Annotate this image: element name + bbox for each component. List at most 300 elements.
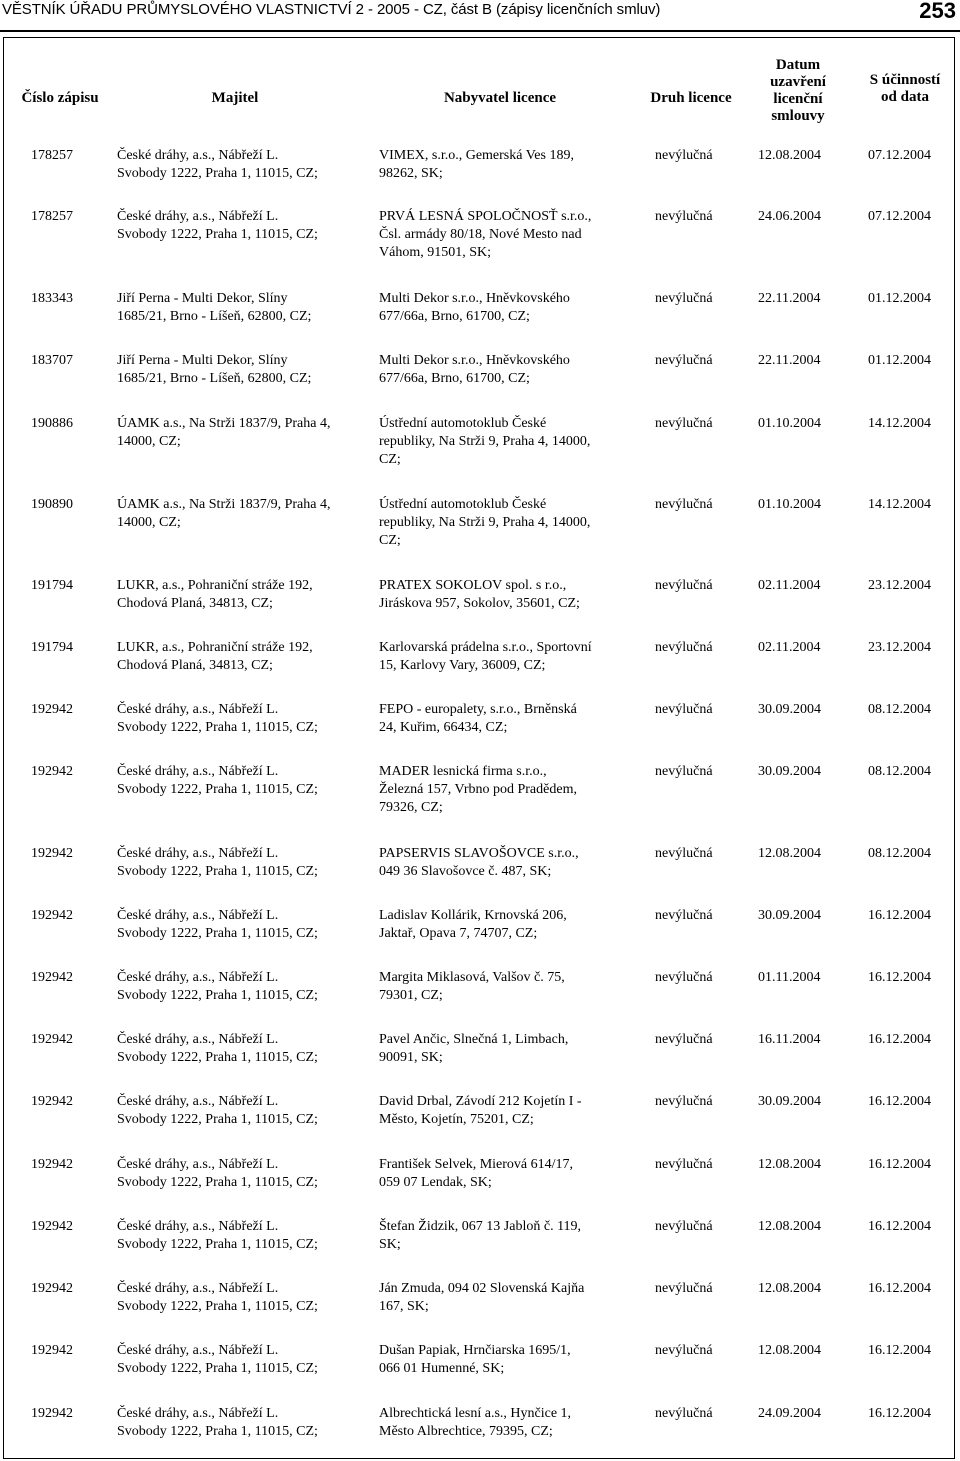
license-type [655,701,735,719]
cell-line: 14.12.2004 [868,497,931,512]
license-type [655,577,735,595]
cell-line: nevýlučná [655,209,713,224]
cell-line: 677/66a, Brno, 61700, CZ; [379,309,530,324]
licensor-cell [117,290,372,326]
cell-line: Margita Miklasová, Valšov č. 75, [379,970,565,985]
record-number [31,496,109,514]
licensor-cell [117,352,372,388]
column-header-line: Nabyvatel licence [443,90,557,106]
contract-date [758,1405,848,1423]
licensee-cell [379,701,641,737]
licensor-cell [117,1218,372,1254]
column-header-line: uzavření [770,74,826,90]
column-header-line: Majitel [211,90,259,106]
cell-line: 16.11.2004 [758,1032,821,1047]
contract-date [758,1156,848,1174]
cell-line: Svobody 1222, Praha 1, 11015, CZ; [117,166,318,181]
cell-line: 90091, SK; [379,1050,443,1065]
record-number [31,415,109,433]
cell-line: ÚAMK a.s., Na Strži 1837/9, Praha 4, [117,497,331,512]
cell-line: 192942 [31,1157,73,1172]
cell-line: Čsl. armády 80/18, Nové Mesto nad [379,227,582,242]
cell-line: David Drbal, Závodí 212 Kojetín I - [379,1094,582,1109]
column-header-majitel [150,90,320,107]
cell-line: České dráhy, a.s., Nábřeží L. [117,764,279,779]
contract-date [758,1218,848,1236]
contract-date [758,352,848,370]
cell-line: České dráhy, a.s., Nábřeží L. [117,209,279,224]
cell-line: 190890 [31,497,73,512]
license-type [655,907,735,925]
licensee-cell [379,1093,641,1129]
license-type [655,1280,735,1298]
effective-date [868,907,958,925]
cell-line: PAPSERVIS SLAVOŠOVCE s.r.o., [379,846,579,861]
cell-line: Svobody 1222, Praha 1, 11015, CZ; [117,1175,318,1190]
license-type [655,969,735,987]
licensor-cell [117,577,372,613]
cell-line: České dráhy, a.s., Nábřeží L. [117,1281,279,1296]
cell-line: České dráhy, a.s., Nábřeží L. [117,1094,279,1109]
cell-line: 98262, SK; [379,166,443,181]
contract-date [758,1280,848,1298]
licensee-cell [379,1280,641,1316]
cell-line: 01.12.2004 [868,291,931,306]
effective-date [868,701,958,719]
cell-line: 01.12.2004 [868,353,931,368]
contract-date [758,290,848,308]
cell-line: 24.09.2004 [758,1406,821,1421]
cell-line: 12.08.2004 [758,1281,821,1296]
effective-date [868,496,958,514]
cell-line: Jiráskova 957, Sokolov, 35601, CZ; [379,596,580,611]
licensor-cell [117,1405,372,1441]
cell-line: Svobody 1222, Praha 1, 11015, CZ; [117,988,318,1003]
cell-line: Svobody 1222, Praha 1, 11015, CZ; [117,720,318,735]
cell-line: Svobody 1222, Praha 1, 11015, CZ; [117,1050,318,1065]
cell-line: 192942 [31,1094,73,1109]
effective-date [868,1031,958,1049]
license-type [655,415,735,433]
cell-line: 30.09.2004 [758,702,821,717]
effective-date [868,763,958,781]
cell-line: František Selvek, Mierová 614/17, [379,1157,574,1172]
cell-line: 16.12.2004 [868,908,931,923]
license-type [655,1093,735,1111]
cell-line: 08.12.2004 [868,702,931,717]
license-type [655,763,735,781]
licensor-cell [117,415,372,451]
cell-line: 08.12.2004 [868,846,931,861]
licensee-cell [379,1156,641,1192]
cell-line: nevýlučná [655,1281,713,1296]
licensee-cell [379,845,641,881]
record-number [31,907,109,925]
cell-line: Svobody 1222, Praha 1, 11015, CZ; [117,1237,318,1252]
contract-date [758,496,848,514]
cell-line: 30.09.2004 [758,1094,821,1109]
contract-date [758,208,848,226]
licensor-cell [117,1031,372,1067]
cell-line: České dráhy, a.s., Nábřeží L. [117,1343,279,1358]
record-number [31,763,109,781]
cell-line: nevýlučná [655,578,713,593]
effective-date [868,1405,958,1423]
cell-line: FEPO - europalety, s.r.o., Brněnská [379,702,577,717]
licensee-cell [379,577,641,613]
cell-line: 07.12.2004 [868,148,931,163]
record-number [31,352,109,370]
effective-date [868,1342,958,1360]
record-number [31,1031,109,1049]
cell-line: České dráhy, a.s., Nábřeží L. [117,1219,279,1234]
cell-line: PRVÁ LESNÁ SPOLOČNOSŤ s.r.o., [379,209,592,224]
cell-line: nevýlučná [655,353,713,368]
column-header-line: Druh licence [650,90,732,106]
contract-date [758,1031,848,1049]
cell-line: nevýlučná [655,1219,713,1234]
contract-date [758,1093,848,1111]
cell-line: Dušan Papiak, Hrnčiarska 1695/1, [379,1343,571,1358]
cell-line: Pavel Ančic, Slnečná 1, Limbach, [379,1032,569,1047]
contract-date [758,415,848,433]
effective-date [868,1218,958,1236]
cell-line: 16.12.2004 [868,1157,931,1172]
cell-line: České dráhy, a.s., Nábřeží L. [117,908,279,923]
licensor-cell [117,701,372,737]
cell-line: 059 07 Lendak, SK; [379,1175,492,1190]
licensor-cell [117,639,372,675]
effective-date [868,352,958,370]
cell-line: ÚAMK a.s., Na Strži 1837/9, Praha 4, [117,416,331,431]
cell-line: 1685/21, Brno - Líšeň, 62800, CZ; [117,309,312,324]
column-header-line: S účinností [869,72,941,88]
cell-line: 12.08.2004 [758,1219,821,1234]
licensor-cell [117,1342,372,1378]
cell-line: Albrechtická lesní a.s., Hynčice 1, [379,1406,572,1421]
cell-line: nevýlučná [655,846,713,861]
record-number [31,1218,109,1236]
column-header-line: smlouvy [771,108,825,124]
contract-date [758,701,848,719]
cell-line: Město, Kojetín, 75201, CZ; [379,1112,534,1127]
cell-line: Jiří Perna - Multi Dekor, Slíny [117,291,288,306]
cell-line: nevýlučná [655,291,713,306]
license-type [655,1031,735,1049]
cell-line: 178257 [31,209,73,224]
cell-line: 192942 [31,908,73,923]
cell-line: 16.12.2004 [868,1406,931,1421]
cell-line: nevýlučná [655,908,713,923]
cell-line: Svobody 1222, Praha 1, 11015, CZ; [117,864,318,879]
cell-line: 192942 [31,1343,73,1358]
effective-date [868,969,958,987]
cell-line: 24, Kuřim, 66434, CZ; [379,720,508,735]
record-number [31,147,109,165]
cell-line: 14.12.2004 [868,416,931,431]
cell-line: 22.11.2004 [758,291,821,306]
cell-line: VIMEX, s.r.o., Gemerská Ves 189, [379,148,574,163]
cell-line: Chodová Planá, 34813, CZ; [117,658,273,673]
licensor-cell [117,1280,372,1316]
cell-line: 16.12.2004 [868,1281,931,1296]
cell-line: Chodová Planá, 34813, CZ; [117,596,273,611]
cell-line: 79301, CZ; [379,988,443,1003]
cell-line: republiky, Na Strži 9, Praha 4, 14000, [379,515,591,530]
cell-line: nevýlučná [655,1032,713,1047]
cell-line: 12.08.2004 [758,846,821,861]
column-header-ucinnost [852,72,958,106]
cell-line: Svobody 1222, Praha 1, 11015, CZ; [117,926,318,941]
effective-date [868,1093,958,1111]
cell-line: 183707 [31,353,73,368]
cell-line: České dráhy, a.s., Nábřeží L. [117,1406,279,1421]
cell-line: České dráhy, a.s., Nábřeží L. [117,702,279,717]
record-number [31,845,109,863]
cell-line: Ján Zmuda, 094 02 Slovenská Kajňa [379,1281,585,1296]
cell-line: LUKR, a.s., Pohraniční stráže 192, [117,578,313,593]
cell-line: CZ; [379,533,401,548]
effective-date [868,639,958,657]
license-type [655,1405,735,1423]
cell-line: České dráhy, a.s., Nábřeží L. [117,1032,279,1047]
licensee-cell [379,1031,641,1067]
record-number [31,208,109,226]
cell-line: 12.08.2004 [758,148,821,163]
cell-line: 79326, CZ; [379,800,443,815]
cell-line: 16.12.2004 [868,1343,931,1358]
column-header-druh [636,90,746,107]
cell-line: nevýlučná [655,764,713,779]
cell-line: České dráhy, a.s., Nábřeží L. [117,970,279,985]
cell-line: 049 36 Slavošovce č. 487, SK; [379,864,552,879]
effective-date [868,1280,958,1298]
licensor-cell [117,208,372,244]
cell-line: České dráhy, a.s., Nábřeží L. [117,846,279,861]
cell-line: 183343 [31,291,73,306]
cell-line: 07.12.2004 [868,209,931,224]
cell-line: nevýlučná [655,640,713,655]
cell-line: 066 01 Humenné, SK; [379,1361,505,1376]
cell-line: 192942 [31,1032,73,1047]
licensee-cell [379,1342,641,1378]
cell-line: Svobody 1222, Praha 1, 11015, CZ; [117,227,318,242]
cell-line: CZ; [379,452,401,467]
record-number [31,577,109,595]
cell-line: 16.12.2004 [868,1094,931,1109]
licensee-cell [379,1405,641,1441]
cell-line: 16.12.2004 [868,1032,931,1047]
cell-line: nevýlučná [655,416,713,431]
cell-line: 16.12.2004 [868,970,931,985]
licensee-cell [379,639,641,675]
cell-line: 677/66a, Brno, 61700, CZ; [379,371,530,386]
cell-line: 30.09.2004 [758,908,821,923]
cell-line: 192942 [31,970,73,985]
cell-line: 01.10.2004 [758,416,821,431]
cell-line: 22.11.2004 [758,353,821,368]
cell-line: 192942 [31,702,73,717]
column-header-nabyvatel [400,90,600,107]
licensor-cell [117,845,372,881]
licensee-cell [379,1218,641,1254]
effective-date [868,147,958,165]
contract-date [758,577,848,595]
cell-line: 192942 [31,1219,73,1234]
cell-line: 190886 [31,416,73,431]
license-type [655,352,735,370]
cell-line: 23.12.2004 [868,578,931,593]
cell-line: nevýlučná [655,970,713,985]
record-number [31,639,109,657]
cell-line: republiky, Na Strži 9, Praha 4, 14000, [379,434,591,449]
licensee-cell [379,352,641,388]
record-number [31,1405,109,1423]
cell-line: 12.08.2004 [758,1157,821,1172]
license-type [655,208,735,226]
cell-line: 192942 [31,1281,73,1296]
cell-line: nevýlučná [655,702,713,717]
licensor-cell [117,496,372,532]
cell-line: nevýlučná [655,1094,713,1109]
effective-date [868,577,958,595]
cell-line: Jiří Perna - Multi Dekor, Slíny [117,353,288,368]
cell-line: nevýlučná [655,1343,713,1358]
cell-line: Železná 157, Vrbno pod Pradědem, [379,782,577,797]
cell-line: 192942 [31,846,73,861]
cell-line: MADER lesnická firma s.r.o., [379,764,547,779]
licensor-cell [117,907,372,943]
cell-line: LUKR, a.s., Pohraniční stráže 192, [117,640,313,655]
cell-line: Ladislav Kollárik, Krnovská 206, [379,908,567,923]
contract-date [758,907,848,925]
effective-date [868,845,958,863]
cell-line: 02.11.2004 [758,578,821,593]
cell-line: Ústřední automotoklub České [379,497,547,512]
cell-line: 191794 [31,640,73,655]
cell-line: Karlovarská prádelna s.r.o., Sportovní [379,640,592,655]
cell-line: 15, Karlovy Vary, 36009, CZ; [379,658,546,673]
cell-line: 16.12.2004 [868,1219,931,1234]
header-rule [0,30,960,32]
cell-line: nevýlučná [655,497,713,512]
cell-line: Váhom, 91501, SK; [379,245,491,260]
license-type [655,1218,735,1236]
cell-line: 191794 [31,578,73,593]
cell-line: 30.09.2004 [758,764,821,779]
licensee-cell [379,496,641,550]
licensee-cell [379,969,641,1005]
record-number [31,290,109,308]
cell-line: 14000, CZ; [117,434,181,449]
column-header-line: Číslo zápisu [21,90,99,106]
column-header-cislo [10,90,110,107]
page-header [0,0,960,30]
licensee-cell [379,907,641,943]
effective-date [868,208,958,226]
licensee-cell [379,208,641,262]
license-type [655,1156,735,1174]
cell-line: Štefan Židzik, 067 13 Jabloň č. 119, [379,1219,582,1234]
cell-line: Svobody 1222, Praha 1, 11015, CZ; [117,1112,318,1127]
license-type [655,290,735,308]
effective-date [868,290,958,308]
licensee-cell [379,415,641,469]
record-number [31,1156,109,1174]
cell-line: České dráhy, a.s., Nábřeží L. [117,1157,279,1172]
cell-line: 02.11.2004 [758,640,821,655]
page-number: 253 [919,0,956,23]
contract-date [758,147,848,165]
license-type [655,1342,735,1360]
license-type [655,147,735,165]
cell-line: 12.08.2004 [758,1343,821,1358]
cell-line: nevýlučná [655,1157,713,1172]
cell-line: Svobody 1222, Praha 1, 11015, CZ; [117,1361,318,1376]
cell-line: Multi Dekor s.r.o., Hněvkovského [379,353,570,368]
license-type [655,496,735,514]
record-number [31,969,109,987]
column-header-line: licenční [773,91,823,107]
cell-line: Svobody 1222, Praha 1, 11015, CZ; [117,1424,318,1439]
contract-date [758,845,848,863]
licensor-cell [117,147,372,183]
record-number [31,1093,109,1111]
licensor-cell [117,1156,372,1192]
journal-title: VĚSTNÍK ÚŘADU PRŮMYSLOVÉHO VLASTNICTVÍ 2 - 2005 - CZ, část B (zápisy licenčních smluv) [2,1,661,18]
contract-date [758,1342,848,1360]
license-type [655,639,735,657]
record-number [31,1342,109,1360]
cell-line: 1685/21, Brno - Líšeň, 62800, CZ; [117,371,312,386]
contract-date [758,763,848,781]
licensor-cell [117,969,372,1005]
licensee-cell [379,147,641,183]
licensee-cell [379,763,641,817]
licensor-cell [117,763,372,799]
column-header-line: Datum [775,57,821,73]
cell-line: Město Albrechtice, 79395, CZ; [379,1424,553,1439]
column-header-datum [748,57,848,125]
cell-line: 14000, CZ; [117,515,181,530]
licensee-cell [379,290,641,326]
cell-line: 01.11.2004 [758,970,821,985]
cell-line: nevýlučná [655,148,713,163]
cell-line: 167, SK; [379,1299,429,1314]
effective-date [868,1156,958,1174]
cell-line: 192942 [31,1406,73,1421]
column-header-line: od data [881,89,929,105]
cell-line: PRATEX SOKOLOV spol. s r.o., [379,578,567,593]
license-type [655,845,735,863]
record-number [31,1280,109,1298]
cell-line: SK; [379,1237,401,1252]
cell-line: 178257 [31,148,73,163]
cell-line: 24.06.2004 [758,209,821,224]
cell-line: 192942 [31,764,73,779]
cell-line: Svobody 1222, Praha 1, 11015, CZ; [117,782,318,797]
cell-line: Multi Dekor s.r.o., Hněvkovského [379,291,570,306]
contract-date [758,639,848,657]
cell-line: 01.10.2004 [758,497,821,512]
cell-line: Jaktař, Opava 7, 74707, CZ; [379,926,538,941]
effective-date [868,415,958,433]
licensor-cell [117,1093,372,1129]
cell-line: Svobody 1222, Praha 1, 11015, CZ; [117,1299,318,1314]
record-number [31,701,109,719]
cell-line: 23.12.2004 [868,640,931,655]
cell-line: Ústřední automotoklub České [379,416,547,431]
